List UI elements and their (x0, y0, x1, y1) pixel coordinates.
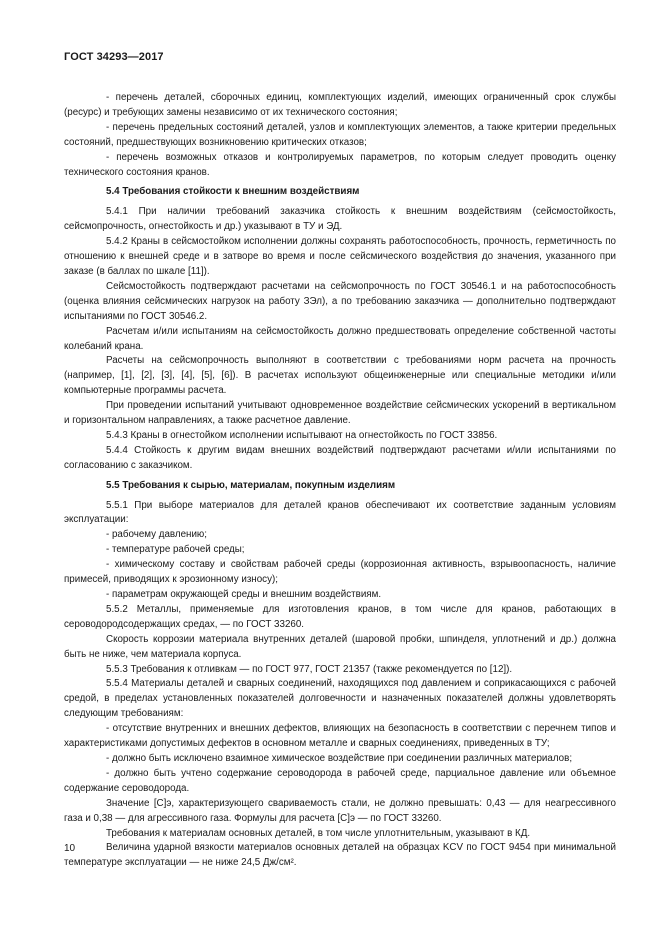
paragraph: Скорость коррозии материала внутренних деталей (шаровой пробки, шпинделя, уплотнений и др.) должна быть не ниже, чем материала корпуса. (64, 633, 616, 660)
list-item: - должно быть учтено содержание сероводорода в рабочей среде, парциальное давление или объемное содержание сероводорода. (64, 767, 616, 794)
paragraph: Сейсмостойкость подтверждают расчетами на сейсмопрочность по ГОСТ 30546.1 и на работоспособность (оценка влияния сейсмических нагрузок на работу ЗЭл), а по требованию заказчика — дополнительно подтверждают испытаниями по ГОСТ 30546.2. (64, 280, 616, 322)
page-number: 10 (64, 843, 76, 854)
paragraph: 5.5.4 Материалы деталей и сварных соединений, находящихся под давлением и соприкасающихся с рабочей средой, в пределах установленных показателей долговечности и назначенных показателей должны удовлетворять следующим требованиям: (64, 678, 616, 720)
list-item: - должно быть исключено взаимное химическое воздействие при соединении различных материалов; (106, 752, 573, 764)
paragraph: Расчетам и/или испытаниям на сейсмостойкость должно предшествовать определение собственной частоты колебаний крана. (64, 325, 616, 352)
paragraph: При проведении испытаний учитывают одновременное воздействие сейсмических ускорений в вертикальном и горизонтальном направлениях, а также расчетное давление. (64, 400, 616, 427)
list-item: - параметрам окружающей среды и внешним воздействиям. (106, 589, 382, 600)
paragraph: Расчеты на сейсмопрочность выполняют в соответствии с требованиями норм расчета на прочность (например, [1], [2], [3], [4], [5], [6]). В расчетах используют общеинженерные или специальные методики и/или компьютерные программы расчета. (64, 355, 616, 397)
paragraph: 5.5.3 Требования к отливкам — по ГОСТ 977, ГОСТ 21357 (также рекомендуется по [12]). (106, 663, 513, 675)
list-item: - рабочему давлению; (106, 529, 208, 541)
paragraph: 5.4.2 Краны в сейсмостойком исполнении должны сохранять работоспособность, прочность, герметичность по отношению к внешней среде и в затворе во время и после сейсмического воздействия до значения, указанного при заказе (в баллах по шкале [11]). (64, 236, 616, 277)
paragraph: Величина ударной вязкости материалов основных деталей на образцах KCV по ГОСТ 9454 при минимальной температуре эксплуатации — не ниже 24,5 Дж/см². (64, 842, 616, 869)
paragraph: Значение [C]э, характеризующего свариваемость стали, не должно превышать: 0,43 — для неагрессивного газа и 0,38 — для агрессивного газа. Формулы для расчета [C]э — по ГОСТ 33260. (64, 797, 616, 824)
section-heading-5-4: 5.4 Требования стойкости к внешним воздействиям (106, 186, 360, 198)
document-body (64, 91, 616, 871)
paragraph: 5.5.2 Металлы, применяемые для изготовления кранов, в том числе для кранов, работающих в сероводородсодержащих средах, — по ГОСТ 33260. (64, 603, 616, 630)
paragraph: 5.5.1 При выборе материалов для деталей кранов обеспечивают их соответствие заданным условиям эксплуатации: (64, 499, 616, 526)
paragraph: - перечень деталей, сборочных единиц, комплектующих изделий, имеющих ограниченный срок службы (ресурс) и требующих замены независимо от их технического состояния; (64, 92, 616, 118)
paragraph: 5.4.3 Краны в огнестойком исполнении испытывают на огнестойкость по ГОСТ 33856. (106, 429, 498, 441)
paragraph: 5.4.1 При наличии требований заказчика стойкость к внешним воздействиям (сейсмостойкость, сейсмопрочность, огнестойкость и др.) указывают в ТУ и ЭД. (64, 206, 616, 233)
list-item: - химическому составу и свойствам рабочей среды (коррозионная активность, взрывоопасность, наличие примесей, приводящих к эрозионному износу); (64, 559, 616, 586)
list-item: - температуре рабочей среды; (106, 544, 245, 556)
paragraph: - перечень возможных отказов и контролируемых параметров, по которым следует проводить оценку технического состояния кранов. (64, 151, 616, 178)
document-header: ГОСТ 34293—2017 (64, 51, 164, 63)
section-heading-5-5: 5.5 Требования к сырью, материалам, покупным изделиям (106, 479, 396, 491)
paragraph: 5.4.4 Стойкость к другим видам внешних воздействий подтверждают расчетами и/или испытаниями по согласованию с заказчиком. (64, 444, 616, 471)
paragraph: Требования к материалам основных деталей, в том числе уплотнительным, указывают в КД. (106, 827, 531, 839)
list-item: - отсутствие внутренних и внешних дефектов, влияющих на безопасность в соответствии с перечнем типов и характеристиками допустимых дефектов в основном металле и сварных соединениях, приведенных в ТУ; (64, 723, 616, 750)
paragraph: - перечень предельных состояний деталей, узлов и комплектующих элементов, а также критерии предельных состояний, предшествующих возникновению критических отказов; (64, 121, 616, 148)
